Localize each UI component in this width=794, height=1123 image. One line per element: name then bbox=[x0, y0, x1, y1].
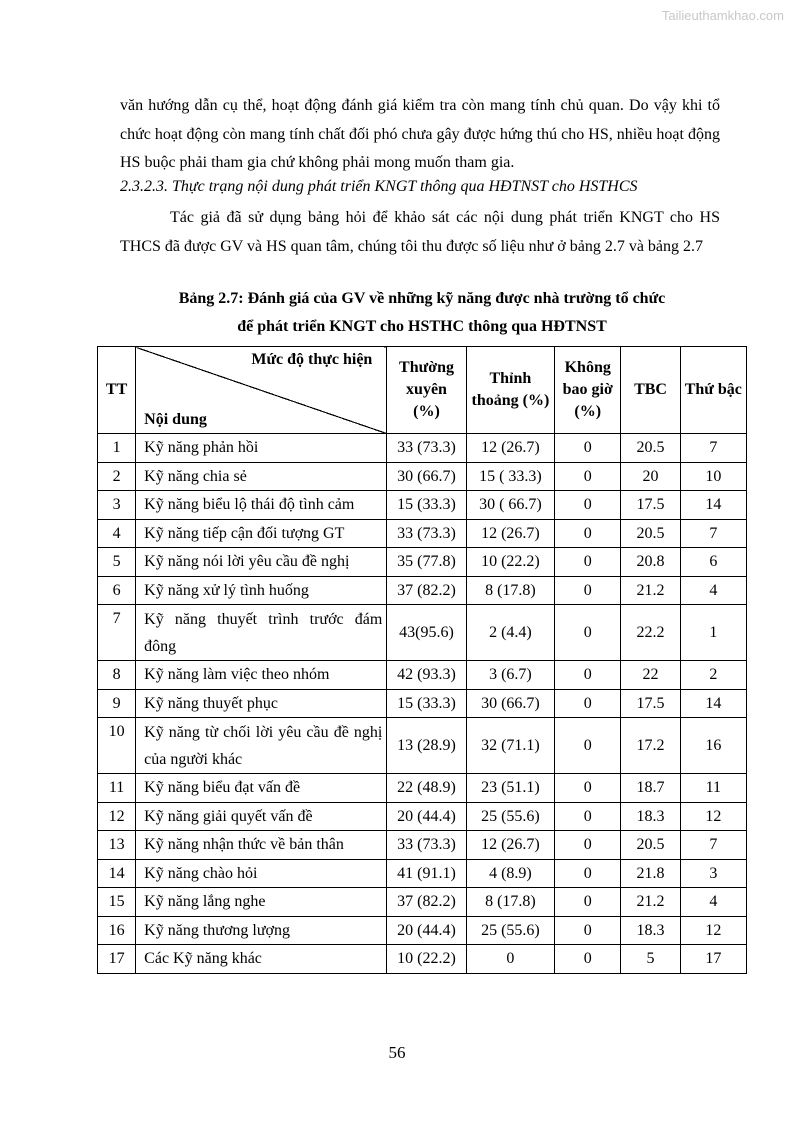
skills-table bbox=[97, 346, 747, 974]
section-heading: 2.3.2.3. Thực trạng nội dung phát triển KNGT thông qua HĐTNST cho HSTHCS bbox=[120, 178, 638, 195]
row-content: Kỹ năng thương lượng bbox=[136, 916, 387, 945]
table-row bbox=[98, 859, 747, 888]
row-tt: 4 bbox=[98, 519, 136, 548]
row-sometimes: 25 (55.6) bbox=[466, 802, 554, 831]
intro-paragraph: văn hướng dẫn cụ thể, hoạt động đánh giá kiểm tra còn mang tính chủ quan. Do vậy khi tổ chức hoạt động còn mang tính chất đối phó chưa gây được hứng thú cho HS, nhiều hoạt động HS buộc phải tham gia chứ không phải mong muốn tham gia. bbox=[120, 97, 720, 171]
row-sometimes: 4 (8.9) bbox=[466, 859, 554, 888]
table-row bbox=[98, 605, 747, 661]
row-never: 0 bbox=[555, 774, 621, 803]
row-rank: 7 bbox=[680, 831, 746, 860]
row-tbc: 17.5 bbox=[621, 491, 680, 520]
row-sometimes: 3 (6.7) bbox=[466, 661, 554, 690]
row-tbc: 20.5 bbox=[621, 434, 680, 463]
table-row bbox=[98, 689, 747, 718]
header-diagonal bbox=[136, 347, 387, 434]
row-tt: 1 bbox=[98, 434, 136, 463]
row-sometimes: 8 (17.8) bbox=[466, 576, 554, 605]
row-tbc: 18.3 bbox=[621, 916, 680, 945]
row-tt: 12 bbox=[98, 802, 136, 831]
row-content: Kỹ năng biểu lộ thái độ tình cảm bbox=[136, 491, 387, 520]
row-content: Kỹ năng nói lời yêu cầu đề nghị bbox=[136, 548, 387, 577]
watermark: Tailieuthamkhao.com bbox=[661, 8, 784, 23]
table-row bbox=[98, 491, 747, 520]
row-content: Kỹ năng từ chối lời yêu cầu đề nghị của người khác bbox=[136, 718, 387, 774]
header-content: Nội dung bbox=[144, 411, 207, 428]
row-never: 0 bbox=[555, 519, 621, 548]
row-tbc: 20.5 bbox=[621, 831, 680, 860]
row-rank: 6 bbox=[680, 548, 746, 577]
header-frequent: Thường xuyên (%) bbox=[387, 347, 466, 434]
row-frequent: 15 (33.3) bbox=[387, 689, 466, 718]
row-tbc: 21.2 bbox=[621, 576, 680, 605]
row-never: 0 bbox=[555, 548, 621, 577]
table-row bbox=[98, 774, 747, 803]
row-tt: 13 bbox=[98, 831, 136, 860]
row-tbc: 21.8 bbox=[621, 859, 680, 888]
row-tt: 6 bbox=[98, 576, 136, 605]
row-sometimes: 30 ( 66.7) bbox=[466, 491, 554, 520]
table-row bbox=[98, 888, 747, 917]
table-row bbox=[98, 434, 747, 463]
row-content: Kỹ năng làm việc theo nhóm bbox=[136, 661, 387, 690]
row-rank: 2 bbox=[680, 661, 746, 690]
table-row bbox=[98, 661, 747, 690]
row-tbc: 22.2 bbox=[621, 605, 680, 661]
row-tt: 16 bbox=[98, 916, 136, 945]
row-content: Kỹ năng nhận thức về bản thân bbox=[136, 831, 387, 860]
table-row bbox=[98, 519, 747, 548]
row-rank: 12 bbox=[680, 802, 746, 831]
row-rank: 3 bbox=[680, 859, 746, 888]
row-tt: 5 bbox=[98, 548, 136, 577]
page-number: 56 bbox=[388, 1043, 406, 1062]
row-frequent: 37 (82.2) bbox=[387, 888, 466, 917]
row-content: Kỹ năng thuyết trình trước đám đông bbox=[136, 605, 387, 661]
header-never: Không bao giờ (%) bbox=[555, 347, 621, 434]
row-sometimes: 32 (71.1) bbox=[466, 718, 554, 774]
row-never: 0 bbox=[555, 831, 621, 860]
row-sometimes: 25 (55.6) bbox=[466, 916, 554, 945]
row-never: 0 bbox=[555, 888, 621, 917]
row-never: 0 bbox=[555, 434, 621, 463]
row-sometimes: 12 (26.7) bbox=[466, 519, 554, 548]
row-tbc: 22 bbox=[621, 661, 680, 690]
row-content: Kỹ năng biểu đạt vấn đề bbox=[136, 774, 387, 803]
row-frequent: 42 (93.3) bbox=[387, 661, 466, 690]
row-content: Kỹ năng chào hỏi bbox=[136, 859, 387, 888]
table-row bbox=[98, 548, 747, 577]
row-tbc: 5 bbox=[621, 945, 680, 974]
row-sometimes: 30 (66.7) bbox=[466, 689, 554, 718]
row-frequent: 20 (44.4) bbox=[387, 916, 466, 945]
row-sometimes: 23 (51.1) bbox=[466, 774, 554, 803]
row-rank: 16 bbox=[680, 718, 746, 774]
row-never: 0 bbox=[555, 689, 621, 718]
row-frequent: 20 (44.4) bbox=[387, 802, 466, 831]
row-frequent: 33 (73.3) bbox=[387, 831, 466, 860]
body-paragraph: Tác giả đã sử dụng bảng hỏi để khảo sát các nội dung phát triển KNGT cho HS THCS đã được GV và HS quan tâm, chúng tôi thu được số liệu như ở bảng 2.7 và bảng 2.7 bbox=[120, 209, 720, 255]
row-frequent: 37 (82.2) bbox=[387, 576, 466, 605]
table-caption-line2: để phát triển KNGT cho HSTHC thông qua HĐTNST bbox=[237, 318, 607, 335]
row-frequent: 22 (48.9) bbox=[387, 774, 466, 803]
table-row bbox=[98, 916, 747, 945]
row-tt: 7 bbox=[98, 605, 136, 661]
table-row bbox=[98, 831, 747, 860]
row-frequent: 30 (66.7) bbox=[387, 462, 466, 491]
row-never: 0 bbox=[555, 718, 621, 774]
row-never: 0 bbox=[555, 576, 621, 605]
row-tt: 2 bbox=[98, 462, 136, 491]
row-tbc: 18.7 bbox=[621, 774, 680, 803]
row-never: 0 bbox=[555, 491, 621, 520]
row-never: 0 bbox=[555, 802, 621, 831]
row-sometimes: 15 ( 33.3) bbox=[466, 462, 554, 491]
header-tbc: TBC bbox=[621, 347, 680, 434]
row-sometimes: 12 (26.7) bbox=[466, 831, 554, 860]
row-tt: 3 bbox=[98, 491, 136, 520]
row-never: 0 bbox=[555, 661, 621, 690]
row-tt: 9 bbox=[98, 689, 136, 718]
table-header-row bbox=[98, 347, 747, 434]
row-frequent: 15 (33.3) bbox=[387, 491, 466, 520]
row-frequent: 13 (28.9) bbox=[387, 718, 466, 774]
row-content: Kỹ năng thuyết phục bbox=[136, 689, 387, 718]
row-content: Kỹ năng giải quyết vấn đề bbox=[136, 802, 387, 831]
row-tbc: 21.2 bbox=[621, 888, 680, 917]
row-never: 0 bbox=[555, 859, 621, 888]
row-sometimes: 10 (22.2) bbox=[466, 548, 554, 577]
row-tbc: 20.5 bbox=[621, 519, 680, 548]
table-row bbox=[98, 718, 747, 774]
row-rank: 10 bbox=[680, 462, 746, 491]
row-frequent: 35 (77.8) bbox=[387, 548, 466, 577]
table-row bbox=[98, 945, 747, 974]
row-tt: 14 bbox=[98, 859, 136, 888]
row-frequent: 43(95.6) bbox=[387, 605, 466, 661]
row-sometimes: 12 (26.7) bbox=[466, 434, 554, 463]
row-rank: 12 bbox=[680, 916, 746, 945]
row-rank: 7 bbox=[680, 519, 746, 548]
row-tt: 17 bbox=[98, 945, 136, 974]
row-never: 0 bbox=[555, 916, 621, 945]
row-frequent: 33 (73.3) bbox=[387, 519, 466, 548]
row-tt: 10 bbox=[98, 718, 136, 774]
row-tbc: 18.3 bbox=[621, 802, 680, 831]
row-sometimes: 8 (17.8) bbox=[466, 888, 554, 917]
row-rank: 4 bbox=[680, 888, 746, 917]
row-never: 0 bbox=[555, 945, 621, 974]
header-sometimes: Thỉnh thoảng (%) bbox=[466, 347, 554, 434]
row-tt: 15 bbox=[98, 888, 136, 917]
row-content: Kỹ năng tiếp cận đối tượng GT bbox=[136, 519, 387, 548]
row-rank: 17 bbox=[680, 945, 746, 974]
row-rank: 14 bbox=[680, 491, 746, 520]
row-content: Các Kỹ năng khác bbox=[136, 945, 387, 974]
row-rank: 11 bbox=[680, 774, 746, 803]
row-sometimes: 2 (4.4) bbox=[466, 605, 554, 661]
row-content: Kỹ năng chia sẻ bbox=[136, 462, 387, 491]
row-rank: 7 bbox=[680, 434, 746, 463]
row-content: Kỹ năng xử lý tình huống bbox=[136, 576, 387, 605]
row-never: 0 bbox=[555, 605, 621, 661]
row-tbc: 17.5 bbox=[621, 689, 680, 718]
header-level: Mức độ thực hiện bbox=[251, 351, 373, 368]
table-body bbox=[98, 434, 747, 974]
row-tt: 8 bbox=[98, 661, 136, 690]
row-sometimes: 0 bbox=[466, 945, 554, 974]
row-frequent: 10 (22.2) bbox=[387, 945, 466, 974]
table-row bbox=[98, 462, 747, 491]
row-tbc: 20 bbox=[621, 462, 680, 491]
row-tbc: 17.2 bbox=[621, 718, 680, 774]
table-row bbox=[98, 802, 747, 831]
row-frequent: 33 (73.3) bbox=[387, 434, 466, 463]
row-tbc: 20.8 bbox=[621, 548, 680, 577]
row-rank: 14 bbox=[680, 689, 746, 718]
table-caption-line1: Bảng 2.7: Đánh giá của GV về những kỹ năng được nhà trường tổ chức bbox=[178, 290, 666, 307]
row-rank: 4 bbox=[680, 576, 746, 605]
row-frequent: 41 (91.1) bbox=[387, 859, 466, 888]
header-tt: TT bbox=[98, 347, 136, 434]
row-content: Kỹ năng phản hồi bbox=[136, 434, 387, 463]
row-tt: 11 bbox=[98, 774, 136, 803]
table-row bbox=[98, 576, 747, 605]
row-content: Kỹ năng lắng nghe bbox=[136, 888, 387, 917]
row-rank: 1 bbox=[680, 605, 746, 661]
header-rank: Thứ bậc bbox=[680, 347, 746, 434]
row-never: 0 bbox=[555, 462, 621, 491]
